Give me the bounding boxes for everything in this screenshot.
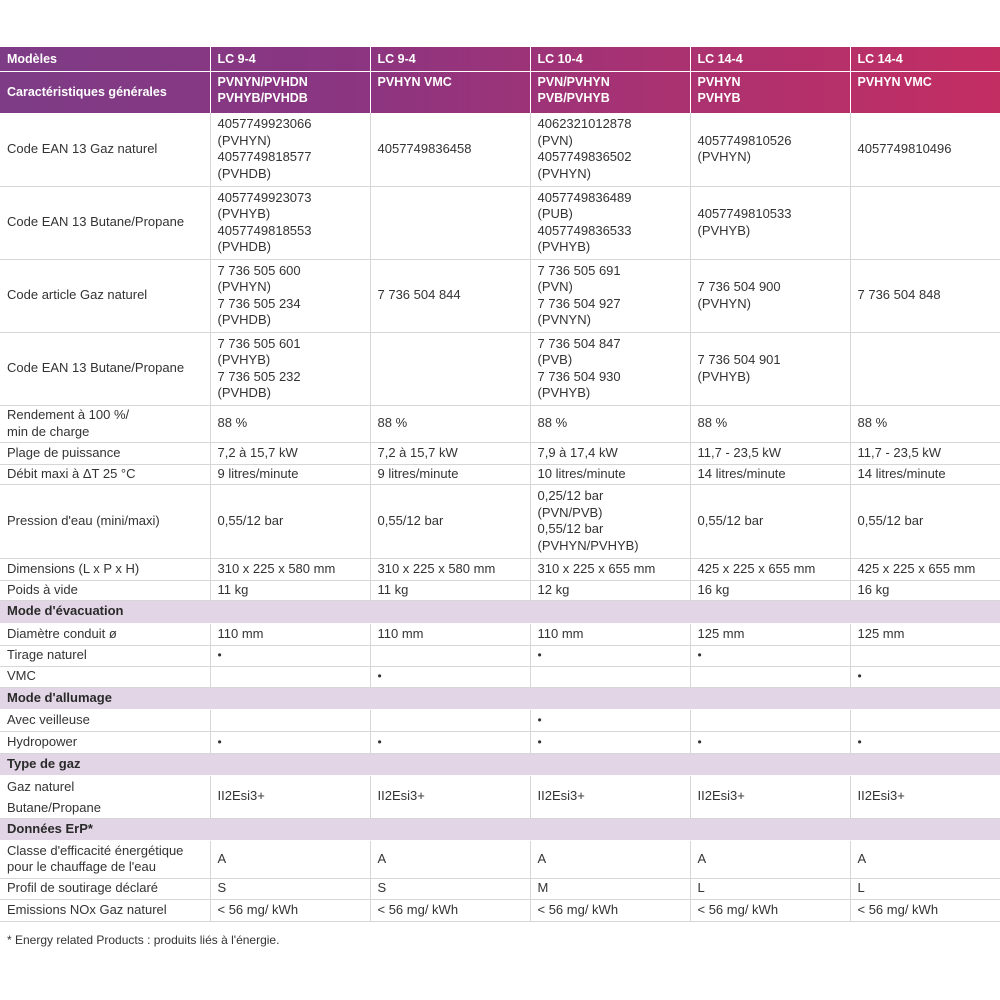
cell-line: •: [217, 648, 222, 663]
row-value: [530, 332, 690, 405]
row-label: Code article Gaz naturel: [0, 259, 210, 332]
cell-line: < 56 mg/ kWh: [377, 901, 459, 917]
row-label: Profil de soutirage déclaré: [0, 878, 210, 899]
row-value: [210, 113, 370, 186]
cell-line: 0,55/12 bar: [697, 512, 764, 528]
cell-line: (PVNYN): [537, 312, 591, 327]
row-rendement: [0, 405, 1000, 442]
row-value: [530, 775, 690, 818]
row-value: [530, 878, 690, 899]
cell-line: 7 736 504 900: [697, 279, 781, 294]
cell-line: 14 litres/minute: [697, 465, 786, 481]
cell-line: S: [217, 880, 227, 896]
row-value: [690, 558, 850, 580]
cell-line: < 56 mg/ kWh: [857, 901, 939, 917]
row-value: [370, 840, 530, 878]
cell-line: 110 mm: [537, 625, 584, 641]
row-label: Avec veilleuse: [0, 709, 210, 731]
cell-line: 0,25/12 bar: [537, 488, 604, 503]
row-ean_but2: [0, 332, 1000, 405]
row-value: [530, 645, 690, 666]
row-value: [370, 405, 530, 442]
cell-line: 7 736 504 930: [537, 368, 621, 384]
cell-line: pour le chauffage de l'eau: [7, 859, 156, 874]
row-value: [370, 623, 530, 645]
row-value: [210, 405, 370, 442]
row-value: [530, 484, 690, 558]
cell-line: 7,2 à 15,7 kW: [377, 444, 458, 460]
row-diametre: [0, 623, 1000, 645]
row-value: [690, 186, 850, 259]
row-value: [210, 709, 370, 731]
row-value: [690, 623, 850, 645]
cell-line: 0,55/12 bar: [537, 521, 604, 536]
cell-line: A: [217, 850, 227, 866]
cell-line: < 56 mg/ kWh: [697, 901, 779, 917]
cell-line: •: [697, 734, 702, 749]
row-label: [0, 775, 210, 818]
section-title: Mode d'évacuation: [0, 600, 1000, 623]
section-title: Type de gaz: [0, 753, 1000, 775]
row-art_nat: [0, 259, 1000, 332]
cell-line: 0,55/12 bar: [857, 512, 924, 528]
row-label: Code EAN 13 Butane/Propane: [0, 332, 210, 405]
row-value: [530, 899, 690, 921]
cell-line: 110 mm: [377, 625, 424, 641]
cell-line: (PVHDB): [217, 312, 271, 327]
cell-line: PVHYB/PVHDB: [217, 91, 308, 105]
cell-line: 7 736 504 927: [537, 295, 621, 311]
cell-line: 4057749818577: [217, 149, 312, 165]
cell-line: 7,2 à 15,7 kW: [217, 444, 298, 460]
row-gaz: [0, 775, 1000, 818]
row-value: [850, 878, 1000, 899]
cell-line: 11 kg: [217, 581, 249, 597]
cell-line: •: [217, 734, 222, 749]
cell-line: (PVHYB): [697, 368, 751, 384]
cell-line: (PVHDB): [217, 239, 271, 254]
section-type_gaz: [0, 753, 1000, 775]
row-value: [530, 709, 690, 731]
row-value: [690, 464, 850, 484]
row-value: [850, 709, 1000, 731]
cell-line: 0,55/12 bar: [377, 512, 444, 528]
cell-line: A: [857, 850, 867, 866]
cell-line: 4057749836502: [537, 149, 632, 165]
cell-line: (PVHYN): [537, 165, 591, 181]
cell-line: •: [857, 669, 862, 684]
cell-line: min de charge: [7, 423, 90, 439]
row-value: [370, 709, 530, 731]
row-value: [850, 332, 1000, 405]
row-value: [690, 405, 850, 442]
cell-line: 4057749836489: [537, 189, 632, 205]
row-value: [850, 558, 1000, 580]
cell-line: •: [377, 734, 382, 749]
cell-line: •: [857, 734, 862, 749]
row-label: Pression d'eau (mini/maxi): [0, 484, 210, 558]
cell-line: 9 litres/minute: [377, 465, 459, 481]
cell-line: (PVHDB): [217, 385, 271, 400]
row-debit: [0, 464, 1000, 484]
cell-line: II2Esi3+: [857, 788, 905, 804]
cell-line: A: [537, 850, 547, 866]
row-value: [530, 558, 690, 580]
row-nox: [0, 899, 1000, 921]
cell-line: 10 litres/minute: [537, 465, 626, 481]
row-classe: [0, 840, 1000, 878]
model-variant: [690, 71, 850, 113]
row-ean_but: [0, 186, 1000, 259]
cell-line: 7 736 504 848: [857, 287, 941, 303]
model-name: LC 14-4: [690, 47, 850, 71]
row-value: [530, 580, 690, 600]
cell-line: (PVHYN/PVHYB): [537, 537, 639, 553]
cell-line: (PVN/PVB): [537, 504, 603, 520]
cell-line: 310 x 225 x 580 mm: [217, 560, 336, 576]
model-variant: [370, 71, 530, 113]
row-value: [530, 186, 690, 259]
cell-line: PVNYN/PVHDN: [217, 74, 308, 89]
row-value: [850, 899, 1000, 921]
model-variant: [210, 71, 370, 113]
row-value: [370, 332, 530, 405]
row-value: [690, 645, 850, 666]
models-label: Modèles: [0, 47, 210, 71]
row-value: [690, 484, 850, 558]
cell-line: •: [697, 648, 702, 663]
row-value: [690, 775, 850, 818]
cell-line: PVN/PVHYN: [537, 74, 610, 89]
cell-line: 16 kg: [857, 581, 890, 597]
cell-line: 4057749818553: [217, 222, 312, 238]
row-value: [850, 405, 1000, 442]
cell-line: PVHYN: [697, 74, 741, 89]
row-value: [850, 775, 1000, 818]
row-value: [370, 558, 530, 580]
row-value: [210, 666, 370, 687]
features-label: Caractéristiques générales: [0, 71, 210, 113]
cell-line: 7 736 505 232: [217, 368, 301, 384]
cell-line: 4062321012878: [537, 116, 632, 132]
row-value: [210, 442, 370, 464]
row-value: [210, 878, 370, 899]
model-name: LC 10-4: [530, 47, 690, 71]
cell-line: (PVHYB): [217, 352, 271, 367]
cell-line: Gaz naturel: [7, 778, 75, 794]
row-label: Poids à vide: [0, 580, 210, 600]
cell-line: PVHYB: [697, 91, 741, 105]
row-value: [690, 442, 850, 464]
cell-line: L: [697, 880, 705, 896]
cell-line: < 56 mg/ kWh: [537, 901, 619, 917]
row-value: [210, 731, 370, 753]
row-value: [530, 666, 690, 687]
row-label: VMC: [0, 666, 210, 687]
cell-line: 7 736 505 234: [217, 295, 301, 311]
cell-line: L: [857, 880, 865, 896]
row-veilleuse: [0, 709, 1000, 731]
cell-line: (PVHYB): [537, 239, 591, 254]
cell-line: 7 736 505 601: [217, 335, 301, 351]
cell-line: (PVHYN): [217, 279, 271, 294]
row-value: [850, 840, 1000, 878]
row-value: [850, 259, 1000, 332]
cell-line: II2Esi3+: [537, 788, 585, 804]
row-value: [850, 113, 1000, 186]
cell-line: 4057749836533: [537, 222, 632, 238]
row-label: Hydropower: [0, 731, 210, 753]
row-value: [850, 666, 1000, 687]
cell-line: 88 %: [377, 415, 408, 431]
row-dimensions: [0, 558, 1000, 580]
row-value: [210, 186, 370, 259]
section-evacuation: [0, 600, 1000, 623]
row-value: [370, 259, 530, 332]
row-value: [370, 666, 530, 687]
row-value: [370, 775, 530, 818]
row-value: [530, 464, 690, 484]
row-value: [210, 580, 370, 600]
row-value: [370, 878, 530, 899]
cell-line: II2Esi3+: [377, 788, 425, 804]
row-value: [850, 442, 1000, 464]
row-label: [0, 405, 210, 442]
row-value: [370, 464, 530, 484]
cell-line: (PVHYB): [217, 206, 271, 221]
cell-line: 425 x 225 x 655 mm: [857, 560, 976, 576]
row-value: [530, 113, 690, 186]
model-name: LC 14-4: [850, 47, 1000, 71]
row-value: [210, 259, 370, 332]
cell-line: 4057749810533: [697, 206, 792, 221]
row-value: [530, 731, 690, 753]
cell-line: (PVHYN): [217, 132, 271, 148]
section-title: Données ErP*: [0, 818, 1000, 840]
model-name: LC 9-4: [370, 47, 530, 71]
row-value: [530, 442, 690, 464]
cell-line: (PVHYN): [697, 295, 751, 311]
row-label: Débit maxi à ΔT 25 °C: [0, 464, 210, 484]
cell-line: M: [537, 880, 549, 896]
cell-line: (PVN): [537, 132, 573, 148]
row-value: [690, 580, 850, 600]
cell-line: 125 mm: [857, 625, 905, 641]
row-label: [0, 840, 210, 878]
cell-line: A: [377, 850, 387, 866]
cell-line: 4057749810496: [857, 141, 952, 156]
row-value: [530, 405, 690, 442]
cell-line: 7 736 504 844: [377, 287, 461, 303]
cell-line: 7,9 à 17,4 kW: [537, 444, 618, 460]
row-label: Emissions NOx Gaz naturel: [0, 899, 210, 921]
row-value: [530, 840, 690, 878]
row-label: Diamètre conduit ø: [0, 623, 210, 645]
row-label: Dimensions (L x P x H): [0, 558, 210, 580]
cell-line: 7 736 504 847: [537, 335, 621, 351]
row-value: [850, 186, 1000, 259]
cell-line: (PVHYN): [697, 149, 751, 165]
cell-line: (PVN): [537, 279, 573, 294]
cell-line: 88 %: [697, 415, 728, 431]
row-puissance: [0, 442, 1000, 464]
cell-line: PVHYN VMC: [377, 74, 452, 89]
cell-line: (PVHDB): [217, 165, 271, 181]
row-value: [690, 840, 850, 878]
cell-line: (PVHYB): [537, 385, 591, 400]
row-value: [850, 464, 1000, 484]
cell-line: 125 mm: [697, 625, 745, 641]
row-value: [210, 645, 370, 666]
row-value: [370, 645, 530, 666]
cell-line: 12 kg: [537, 581, 570, 597]
cell-line: •: [537, 734, 542, 749]
row-value: [690, 878, 850, 899]
row-value: [210, 558, 370, 580]
cell-line: 310 x 225 x 580 mm: [377, 560, 496, 576]
row-value: [210, 484, 370, 558]
cell-line: 4057749810526: [697, 132, 792, 148]
footnote: * Energy related Products : produits liés à l'énergie.: [7, 933, 280, 947]
row-value: [530, 623, 690, 645]
row-vmc: [0, 666, 1000, 687]
cell-line: PVB/PVHYB: [537, 91, 610, 105]
row-value: [690, 899, 850, 921]
section-erp: [0, 818, 1000, 840]
cell-line: 425 x 225 x 655 mm: [697, 560, 816, 576]
row-value: [210, 775, 370, 818]
row-poids: [0, 580, 1000, 600]
cell-line: 4057749836458: [377, 141, 472, 156]
row-label: Tirage naturel: [0, 645, 210, 666]
cell-line: (PUB): [537, 206, 573, 221]
row-value: [690, 332, 850, 405]
row-value: [690, 709, 850, 731]
header-variants-row: [0, 71, 1000, 113]
cell-line: 4057749923073: [217, 189, 312, 205]
cell-line: Butane/Propane: [7, 799, 101, 815]
cell-line: •: [537, 648, 542, 663]
row-value: [850, 484, 1000, 558]
row-value: [370, 186, 530, 259]
cell-line: 4057749923066: [217, 116, 312, 132]
cell-line: 16 kg: [697, 581, 730, 597]
row-value: [370, 899, 530, 921]
cell-line: 7 736 505 691: [537, 262, 621, 278]
row-value: [370, 113, 530, 186]
cell-line: 11,7 - 23,5 kW: [697, 444, 782, 460]
row-value: [850, 645, 1000, 666]
row-value: [690, 731, 850, 753]
cell-line: 110 mm: [217, 625, 264, 641]
cell-line: II2Esi3+: [697, 788, 745, 804]
cell-line: 11 kg: [377, 581, 409, 597]
row-value: [210, 840, 370, 878]
cell-line: 88 %: [217, 415, 248, 431]
row-value: [210, 899, 370, 921]
cell-line: 88 %: [857, 415, 888, 431]
header-models-row: [0, 47, 1000, 71]
cell-line: 310 x 225 x 655 mm: [537, 560, 656, 576]
row-value: [210, 464, 370, 484]
model-variant: [850, 71, 1000, 113]
cell-line: 88 %: [537, 415, 568, 431]
row-profil: [0, 878, 1000, 899]
cell-line: 11,7 - 23,5 kW: [857, 444, 942, 460]
cell-line: Classe d'efficacité énergétique: [7, 842, 184, 858]
row-value: [370, 442, 530, 464]
cell-line: 7 736 504 901: [697, 352, 781, 367]
cell-line: Rendement à 100 %/: [7, 407, 130, 422]
cell-line: (PVB): [537, 352, 573, 367]
section-title: Mode d'allumage: [0, 687, 1000, 709]
row-value: [210, 332, 370, 405]
section-allumage: [0, 687, 1000, 709]
row-value: [690, 666, 850, 687]
cell-line: 14 litres/minute: [857, 465, 946, 481]
cell-line: 0,55/12 bar: [217, 512, 284, 528]
row-label: Plage de puissance: [0, 442, 210, 464]
row-label: Code EAN 13 Gaz naturel: [0, 113, 210, 186]
cell-line: •: [537, 712, 542, 727]
cell-line: (PVHYB): [697, 222, 751, 238]
row-label: Code EAN 13 Butane/Propane: [0, 186, 210, 259]
row-value: [690, 259, 850, 332]
row-hydropower: [0, 731, 1000, 753]
row-ean_nat: [0, 113, 1000, 186]
cell-line: PVHYN VMC: [857, 74, 932, 89]
row-value: [690, 113, 850, 186]
row-pression: [0, 484, 1000, 558]
model-name: LC 9-4: [210, 47, 370, 71]
row-value: [850, 731, 1000, 753]
row-value: [850, 623, 1000, 645]
row-tirage: [0, 645, 1000, 666]
cell-line: S: [377, 880, 387, 896]
cell-line: < 56 mg/ kWh: [217, 901, 299, 917]
cell-line: •: [377, 669, 382, 684]
cell-line: II2Esi3+: [217, 788, 265, 804]
row-value: [370, 580, 530, 600]
row-value: [370, 484, 530, 558]
row-value: [210, 623, 370, 645]
cell-line: 7 736 505 600: [217, 262, 301, 278]
cell-line: 9 litres/minute: [217, 465, 299, 481]
spec-table: [0, 47, 1000, 922]
row-value: [370, 731, 530, 753]
model-variant: [530, 71, 690, 113]
cell-line: A: [697, 850, 707, 866]
row-value: [850, 580, 1000, 600]
row-value: [530, 259, 690, 332]
